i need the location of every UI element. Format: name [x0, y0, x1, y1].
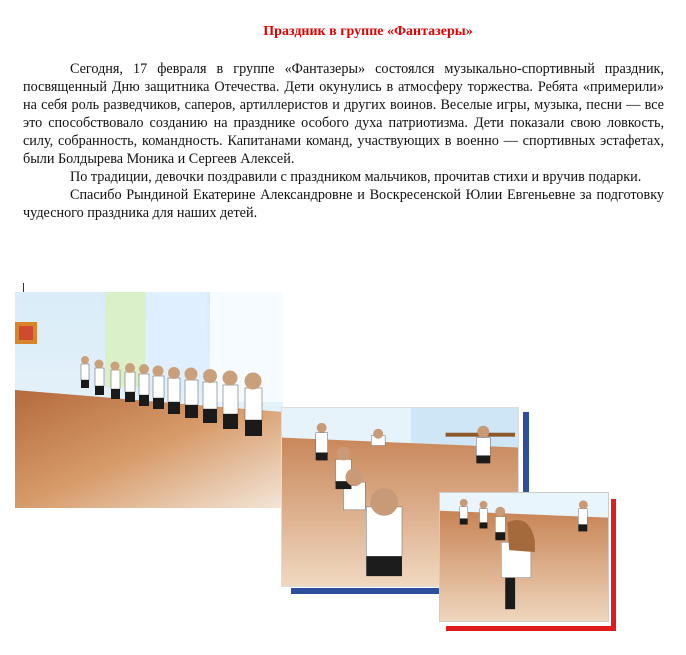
article-body — [23, 60, 664, 222]
photo-girl-running — [439, 492, 609, 622]
photo-children-lineup — [15, 292, 283, 508]
page-title: Праздник в группе «Фантазеры» — [263, 24, 473, 39]
paragraph-3: Спасибо Рындиной Екатерине Александровне и Воскресенской Юлии Евгеньевне за подготовку чудесного праздника для наших детей. — [23, 187, 664, 221]
paragraph-1: Сегодня, 17 февраля в группе «Фантазеры» состоялся музыкально-спортивный праздник, посвященный Дню защитника Отечества. Дети окунулись в атмосферу торжества. Ребята «примерили» на себя роль разведчиков, саперов, артиллеристов и других воинов. Веселые игры, музыка, песни — все это способствовало созданию на празднике особого духа патриотизма. Дети показали свою ловкость, силу, собранность, командность. Капитанами команд, участвующих в военно — спортивных эстафетах, были Болдырева Моника и Сергеев Алексей. — [23, 61, 664, 167]
paragraph-2: По традиции, девочки поздравили с праздником мальчиков, прочитав стихи и вручив подарки. — [70, 169, 642, 185]
